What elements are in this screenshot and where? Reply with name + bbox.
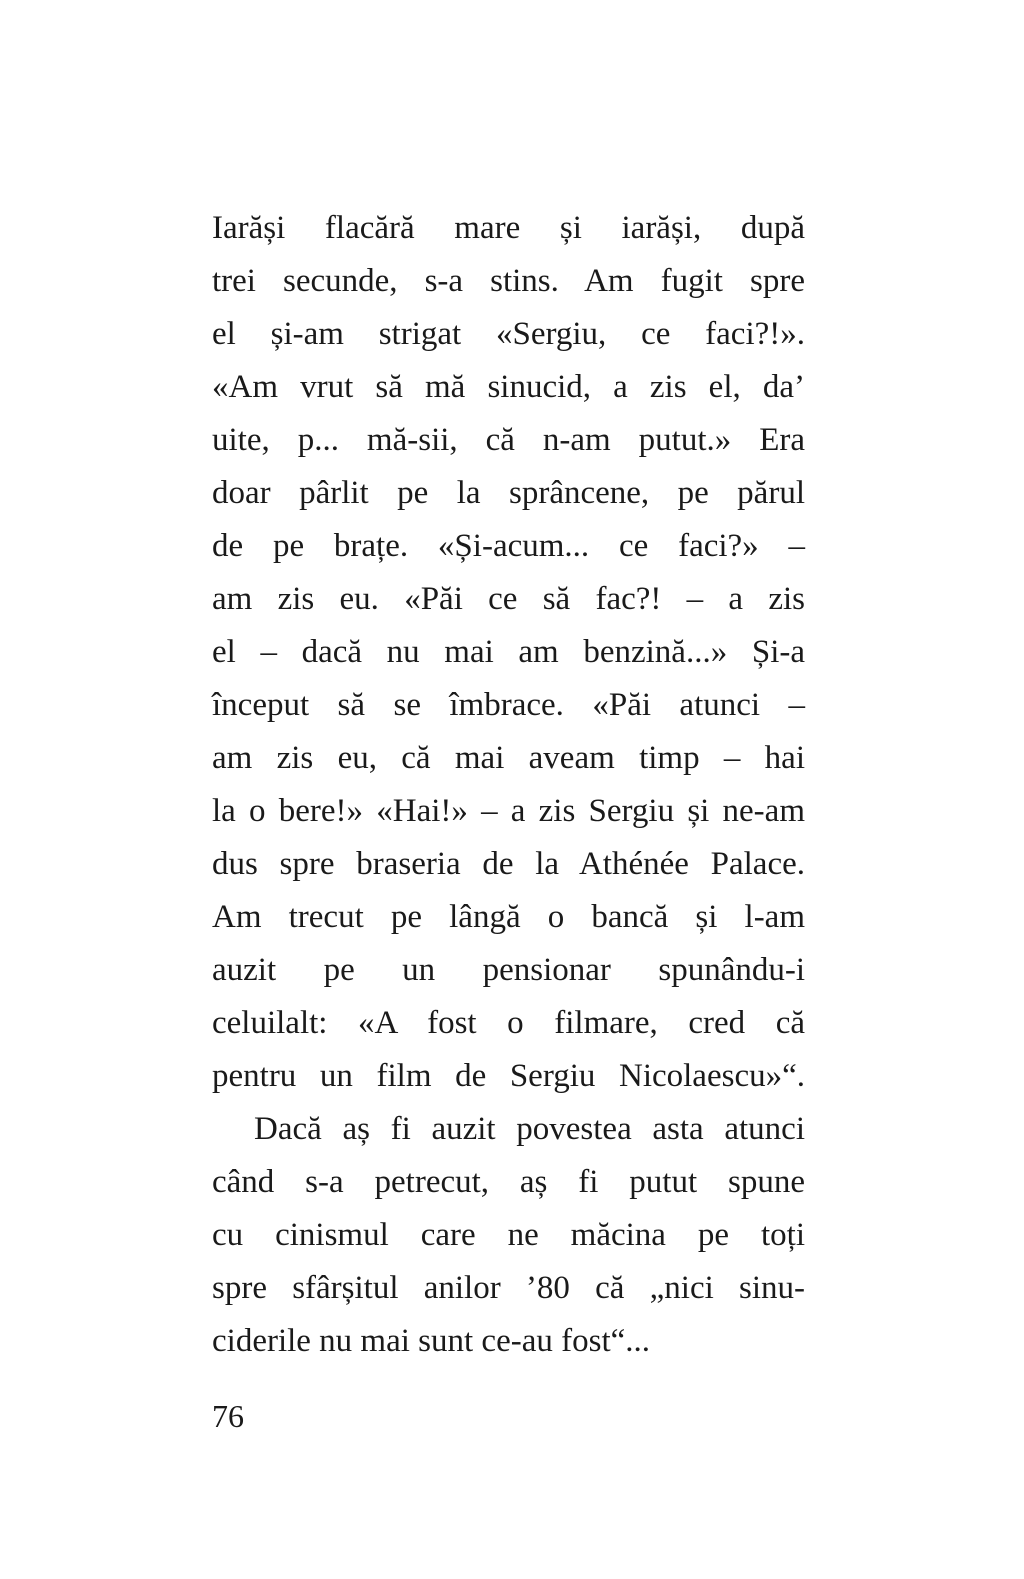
text-line: dus spre braseria de la Athénée Palace. (212, 846, 805, 882)
text-line: cu cinismul care ne măcina pe toți (212, 1217, 805, 1253)
text-line: uite, p... mă-sii, că n-am putut.» Era (212, 422, 805, 458)
text-line: am zis eu, că mai aveam timp – hai (212, 740, 805, 776)
text-line: «Am vrut să mă sinucid, a zis el, da’ (212, 369, 805, 405)
text-line: celuilalt: «A fost o filmare, cred că (212, 1005, 805, 1041)
page-number: 76 (212, 1398, 244, 1434)
text-line: când s-a petrecut, aș fi putut spune (212, 1164, 805, 1200)
text-line: ciderile nu mai sunt ce-au fost“... (212, 1323, 651, 1359)
text-line: el și-am strigat «Sergiu, ce faci?!». (212, 316, 805, 352)
text-line: doar pârlit pe la sprâncene, pe părul (212, 475, 805, 511)
text-line: spre sfârșitul anilor ’80 că „nici sinu- (212, 1270, 805, 1306)
text-line: de pe brațe. «Și-acum... ce faci?» – (212, 528, 805, 564)
text-line: am zis eu. «Păi ce să fac?! – a zis (212, 581, 805, 617)
text-line: la o bere!» «Hai!» – a zis Sergiu și ne-am (212, 793, 805, 829)
text-line: început să se îmbrace. «Păi atunci – (212, 687, 805, 723)
text-line: Am trecut pe lângă o bancă și l-am (212, 899, 805, 935)
paragraph-2 (212, 1103, 805, 1368)
text-line: el – dacă nu mai am benzină...» Și-a (212, 634, 805, 670)
paragraph-1 (212, 202, 805, 1103)
text-line: pentru un film de Sergiu Nicolaescu»“. (212, 1058, 805, 1094)
text-line: Iarăși flacără mare și iarăși, după (212, 210, 805, 246)
text-line: Dacă aș fi auzit povestea asta atunci (254, 1111, 805, 1147)
text-line: trei secunde, s-a stins. Am fugit spre (212, 263, 805, 299)
body-text (212, 202, 805, 1368)
text-line: auzit pe un pensionar spunându-i (212, 952, 805, 988)
